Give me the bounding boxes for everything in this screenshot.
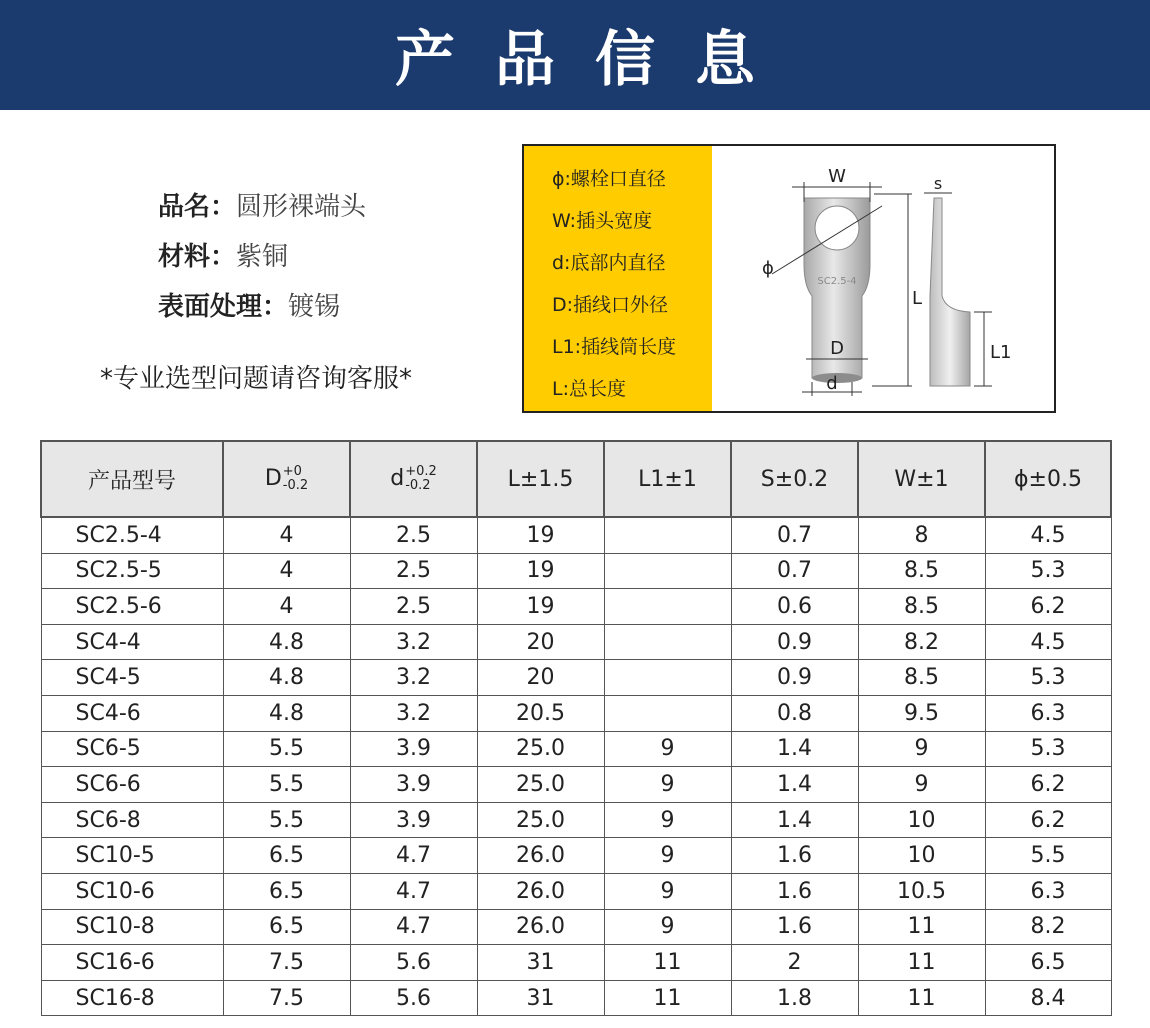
legend-item-l1: L1:插线筒长度 [552, 336, 677, 358]
cell-model: SC4-4 [41, 624, 223, 660]
cell-l1: 9 [604, 838, 731, 874]
cell-d-inner: 5.6 [350, 980, 477, 1016]
cell-l: 19 [477, 589, 604, 625]
cell-s: 1.8 [731, 980, 858, 1016]
cell-phi: 6.2 [985, 802, 1111, 838]
cell-w: 8.5 [858, 589, 985, 625]
cell-l1 [604, 553, 731, 589]
header-s: S±0.2 [731, 441, 858, 517]
table-row [41, 838, 1111, 874]
cell-s: 1.4 [731, 731, 858, 767]
table-row [41, 660, 1111, 696]
cell-d-inner: 3.9 [350, 731, 477, 767]
cell-l1: 9 [604, 731, 731, 767]
cell-s: 1.4 [731, 802, 858, 838]
cell-model: SC16-8 [41, 980, 223, 1016]
cell-l: 31 [477, 980, 604, 1016]
cell-s: 0.8 [731, 695, 858, 731]
cell-l: 25.0 [477, 802, 604, 838]
table-row [41, 980, 1111, 1016]
cell-s: 0.7 [731, 553, 858, 589]
header-d-outer-lower: -0.2 [282, 478, 309, 493]
legend-item-d-inner: d:底部内直径 [552, 252, 666, 274]
cell-w: 10 [858, 838, 985, 874]
cell-w: 9 [858, 731, 985, 767]
cell-d-inner: 4.7 [350, 873, 477, 909]
cell-d-outer: 7.5 [223, 980, 350, 1016]
cell-l1: 9 [604, 767, 731, 803]
terminal-stamp: SC2.5-4 [817, 276, 857, 287]
table-row [41, 767, 1111, 803]
label-l: L [912, 288, 923, 309]
cell-w: 8.5 [858, 553, 985, 589]
cell-d-inner: 5.6 [350, 945, 477, 981]
label-d-outer: D [830, 338, 844, 359]
legend-item-l: L:总长度 [552, 378, 626, 400]
cell-l1 [604, 695, 731, 731]
table-row [41, 695, 1111, 731]
page-title: 产品信息 [395, 25, 795, 95]
cell-phi: 4.5 [985, 517, 1111, 553]
dimension-legend [524, 146, 712, 411]
cell-l: 25.0 [477, 767, 604, 803]
cell-l: 20 [477, 624, 604, 660]
cell-d-inner: 4.7 [350, 838, 477, 874]
cell-phi: 5.3 [985, 660, 1111, 696]
table-row [41, 553, 1111, 589]
product-name-row [158, 182, 366, 232]
cell-l1: 9 [604, 802, 731, 838]
cell-phi: 8.4 [985, 980, 1111, 1016]
cell-w: 9.5 [858, 695, 985, 731]
cell-l: 26.0 [477, 838, 604, 874]
cell-l: 26.0 [477, 873, 604, 909]
cell-l: 25.0 [477, 731, 604, 767]
cell-s: 0.7 [731, 517, 858, 553]
cell-l: 31 [477, 945, 604, 981]
cell-l1: 9 [604, 873, 731, 909]
cell-d-outer: 4 [223, 589, 350, 625]
cell-s: 1.4 [731, 767, 858, 803]
cell-phi: 5.5 [985, 838, 1111, 874]
cell-l: 26.0 [477, 909, 604, 945]
consult-note: *专业选型问题请咨询客服* [100, 364, 413, 394]
cell-phi: 6.3 [985, 873, 1111, 909]
header-d-outer [223, 441, 350, 517]
product-name-label: 品名： [158, 192, 237, 222]
cell-s: 1.6 [731, 873, 858, 909]
cell-d-outer: 4.8 [223, 624, 350, 660]
header-phi: ϕ±0.5 [985, 441, 1111, 517]
cell-model: SC4-5 [41, 660, 223, 696]
cell-l1: 9 [604, 909, 731, 945]
label-w: W [828, 166, 846, 187]
cell-d-inner: 2.5 [350, 589, 477, 625]
cell-model: SC2.5-6 [41, 589, 223, 625]
legend-item-d-outer: D:插线口外径 [552, 294, 669, 316]
cell-w: 11 [858, 980, 985, 1016]
cell-w: 8.5 [858, 660, 985, 696]
header-d-outer-tolerance [283, 465, 308, 493]
cell-s: 1.6 [731, 909, 858, 945]
table-row [41, 909, 1111, 945]
cell-s: 0.6 [731, 589, 858, 625]
cell-w: 8 [858, 517, 985, 553]
cell-model: SC10-8 [41, 909, 223, 945]
header-model: 产品型号 [41, 441, 223, 517]
header-l1: L1±1 [604, 441, 731, 517]
cell-l: 19 [477, 553, 604, 589]
cell-model: SC2.5-4 [41, 517, 223, 553]
legend-item-w: W:插头宽度 [552, 210, 653, 232]
cell-l1: 11 [604, 980, 731, 1016]
header-d-inner [350, 441, 477, 517]
label-d-inner: d [826, 373, 838, 394]
cell-w: 9 [858, 767, 985, 803]
legend-item-phi: ϕ:螺栓口直径 [552, 168, 666, 190]
cell-d-inner: 3.9 [350, 802, 477, 838]
cell-l: 20 [477, 660, 604, 696]
product-info [158, 182, 366, 332]
table-row [41, 802, 1111, 838]
cell-l: 20.5 [477, 695, 604, 731]
cell-phi: 6.3 [985, 695, 1111, 731]
cell-phi: 6.2 [985, 589, 1111, 625]
header-d-outer-upper: +0 [282, 464, 302, 479]
cell-phi: 5.3 [985, 553, 1111, 589]
spec-table-body [41, 517, 1111, 1016]
cell-d-outer: 5.5 [223, 802, 350, 838]
surface-treatment-value: 镀锡 [288, 292, 341, 322]
cell-w: 11 [858, 945, 985, 981]
cell-d-outer: 5.5 [223, 767, 350, 803]
cell-l: 19 [477, 517, 604, 553]
cell-d-outer: 6.5 [223, 838, 350, 874]
cell-s: 0.9 [731, 660, 858, 696]
table-row [41, 945, 1111, 981]
cell-d-inner: 2.5 [350, 517, 477, 553]
cell-s: 0.9 [731, 624, 858, 660]
cell-model: SC4-6 [41, 695, 223, 731]
cell-d-inner: 4.7 [350, 909, 477, 945]
cell-s: 1.6 [731, 838, 858, 874]
header-d-inner-symbol: d [390, 466, 405, 491]
cell-w: 11 [858, 909, 985, 945]
cell-d-outer: 5.5 [223, 731, 350, 767]
table-header-row [41, 441, 1111, 517]
cell-model: SC10-5 [41, 838, 223, 874]
table-row [41, 589, 1111, 625]
cell-d-inner: 3.2 [350, 624, 477, 660]
header-d-inner-upper: +0.2 [405, 464, 437, 479]
cell-model: SC16-6 [41, 945, 223, 981]
terminal-diagram [712, 146, 1054, 411]
cell-phi: 6.2 [985, 767, 1111, 803]
cell-l1 [604, 660, 731, 696]
product-name-value: 圆形裸端头 [236, 192, 367, 222]
header-d-inner-lower: -0.2 [405, 478, 431, 493]
cell-w: 10.5 [858, 873, 985, 909]
cell-d-outer: 7.5 [223, 945, 350, 981]
label-s: s [933, 174, 943, 193]
label-phi: ϕ [762, 258, 774, 279]
cell-s: 2 [731, 945, 858, 981]
cell-l1 [604, 517, 731, 553]
cell-l1 [604, 624, 731, 660]
label-l1: L1 [990, 342, 1012, 363]
cell-d-outer: 6.5 [223, 909, 350, 945]
material-row [158, 232, 366, 282]
cell-model: SC6-6 [41, 767, 223, 803]
cell-d-outer: 4 [223, 517, 350, 553]
page-banner [0, 0, 1150, 110]
table-row [41, 517, 1111, 553]
table-row [41, 731, 1111, 767]
cell-model: SC6-5 [41, 731, 223, 767]
header-l: L±1.5 [477, 441, 604, 517]
table-row [41, 624, 1111, 660]
cell-d-outer: 4.8 [223, 695, 350, 731]
cell-w: 10 [858, 802, 985, 838]
cell-d-inner: 3.2 [350, 695, 477, 731]
material-value: 紫铜 [236, 242, 289, 272]
terminal-side-view [930, 198, 970, 386]
cell-d-outer: 4 [223, 553, 350, 589]
material-label: 材料： [158, 242, 237, 272]
cell-l1: 11 [604, 945, 731, 981]
header-w: W±1 [858, 441, 985, 517]
cell-model: SC6-8 [41, 802, 223, 838]
header-d-outer-symbol: D [264, 466, 282, 491]
cell-d-outer: 6.5 [223, 873, 350, 909]
dimension-spec-box [522, 144, 1056, 413]
cell-d-inner: 2.5 [350, 553, 477, 589]
cell-w: 8.2 [858, 624, 985, 660]
header-d-inner-tolerance [405, 465, 437, 493]
cell-phi: 6.5 [985, 945, 1111, 981]
surface-treatment-label: 表面处理： [158, 292, 289, 322]
surface-treatment-row [158, 282, 366, 332]
table-row [41, 873, 1111, 909]
cell-d-outer: 4.8 [223, 660, 350, 696]
cell-model: SC10-6 [41, 873, 223, 909]
cell-phi: 5.3 [985, 731, 1111, 767]
cell-model: SC2.5-5 [41, 553, 223, 589]
cell-phi: 4.5 [985, 624, 1111, 660]
cell-phi: 8.2 [985, 909, 1111, 945]
cell-l1 [604, 589, 731, 625]
cell-d-inner: 3.9 [350, 767, 477, 803]
spec-table [40, 440, 1112, 1016]
cell-d-inner: 3.2 [350, 660, 477, 696]
